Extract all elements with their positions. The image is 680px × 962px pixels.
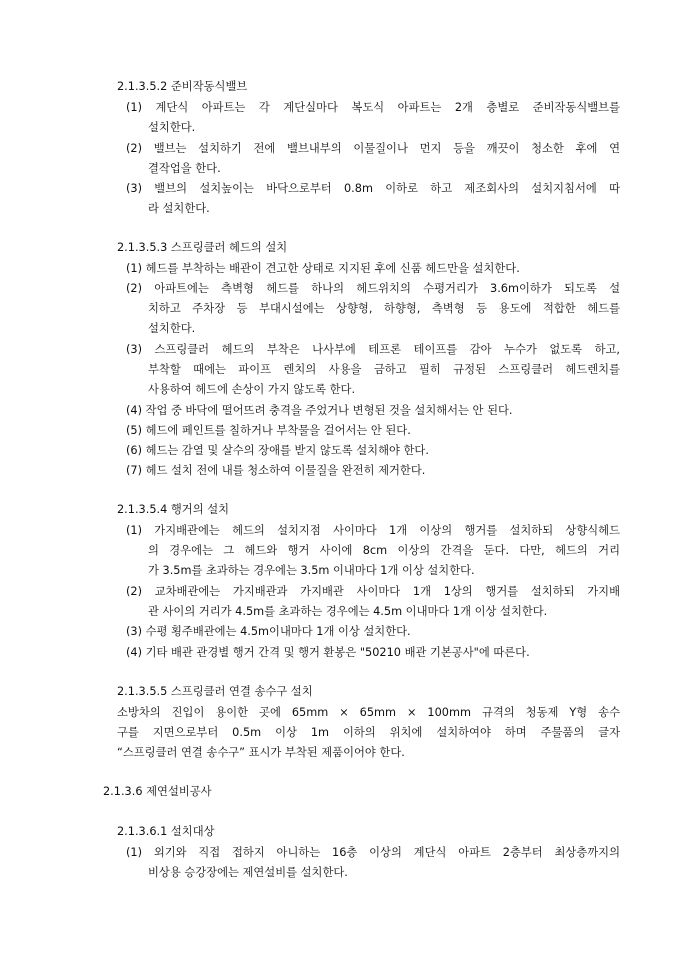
list-item: (6) 헤드는 감열 및 살수의 장애를 받지 않도록 설치해야 한다. bbox=[126, 444, 429, 457]
paragraph-line: 소방차의 진입이 용이한 곳에 65mm × 65mm × 100mm 규격의 청동제 Y형 송수 bbox=[117, 706, 620, 719]
list-item-continuation: 사용하여 헤드에 손상이 가지 않도록 한다. bbox=[148, 383, 356, 396]
list-item: (7) 헤드 설치 전에 내를 청소하여 이물질을 완전히 제거한다. bbox=[126, 464, 426, 477]
list-item-continuation: 설치한다. bbox=[148, 121, 196, 134]
list-item: (1) 계단식 아파트는 각 계단실마다 복도식 아파트는 2개 층별로 준비작동식밸브를 bbox=[126, 101, 620, 114]
list-item: (2) 교차배관에는 가지배관과 가지배관 사이마다 1개 1상의 행거를 설치하되 가지배 bbox=[126, 585, 620, 598]
section-heading: 2.1.3.5.2 준비작동식밸브 bbox=[117, 80, 248, 93]
list-item-continuation: 의 경우에는 그 헤드와 행거 사이에 8cm 이상의 간격을 둔다. 다만, 헤드의 거리 bbox=[148, 544, 620, 557]
list-item-continuation: 치하고 주차장 등 부대시설에는 상향형, 하향형, 측벽형 등 용도에 적합한 헤드를 bbox=[148, 302, 620, 315]
list-item-continuation: 부착할 때에는 파이프 렌치의 사용을 금하고 필히 규정된 스프링클러 헤드렌치를 bbox=[148, 363, 620, 376]
section-heading: 2.1.3.5.3 스프링클러 헤드의 설치 bbox=[117, 241, 288, 254]
list-item: (2) 아파트에는 측벽형 헤드를 하나의 헤드위치의 수평거리가 3.6m이하가 되도록 설 bbox=[126, 282, 620, 295]
list-item-continuation: 설치한다. bbox=[148, 322, 196, 335]
list-item: (4) 기타 배관 관경별 행거 간격 및 행거 환봉은 "50210 배관 기본공사"에 따른다. bbox=[126, 646, 530, 659]
list-item: (1) 헤드를 부착하는 배관이 견고한 상태로 지지된 후에 신품 헤드만을 설치한다. bbox=[126, 262, 520, 275]
list-item-continuation: 가 3.5m를 초과하는 경우에는 3.5m 이내마다 1개 이상 설치한다. bbox=[148, 564, 475, 577]
section-heading: 2.1.3.6.1 설치대상 bbox=[117, 825, 215, 838]
list-item: (5) 헤드에 페인트를 칠하거나 부착물을 걸어서는 안 된다. bbox=[126, 424, 411, 437]
list-item: (1) 가지배관에는 헤드의 설치지점 사이마다 1개 이상의 행거를 설치하되 상향식헤드 bbox=[126, 524, 620, 537]
section-heading: 2.1.3.5.4 행거의 설치 bbox=[117, 503, 230, 516]
list-item-continuation: 결작업을 한다. bbox=[148, 162, 221, 175]
list-item: (1) 외기와 직접 접하지 아니하는 16층 이상의 계단식 아파트 2층부터 최상층까지의 bbox=[126, 846, 620, 859]
section-heading: 2.1.3.5.5 스프링클러 연결 송수구 설치 bbox=[117, 685, 313, 698]
paragraph-line: “스프링클러 연결 송수구” 표시가 부착된 제품이어야 한다. bbox=[117, 746, 405, 759]
paragraph-line: 구를 지면으로부터 0.5m 이상 1m 이하의 위치에 설치하여야 하며 주물품의 글자 bbox=[117, 726, 620, 739]
list-item-continuation: 라 설치한다. bbox=[148, 202, 210, 215]
list-item: (3) 밸브의 설치높이는 바닥으로부터 0.8m 이하로 하고 제조회사의 설치지침서에 따 bbox=[126, 182, 620, 195]
list-item: (2) 밸브는 설치하기 전에 밸브내부의 이물질이나 먼지 등을 깨끗이 청소한 후에 연 bbox=[126, 142, 620, 155]
list-item: (3) 스프링클러 헤드의 부착은 나사부에 테프론 테이프를 감아 누수가 없도록 하고, bbox=[126, 343, 620, 356]
list-item: (4) 작업 중 바닥에 떨어뜨려 충격을 주었거나 변형된 것을 설치해서는 안 된다. bbox=[126, 404, 513, 417]
list-item-continuation: 관 사이의 거리가 4.5m를 초과하는 경우에는 4.5m 이내마다 1개 이상 설치한다. bbox=[148, 605, 548, 618]
list-item-continuation: 비상용 승강장에는 제연설비를 설치한다. bbox=[148, 866, 348, 879]
section-heading: 2.1.3.6 제연설비공사 bbox=[103, 785, 212, 798]
list-item: (3) 수평 횡주배관에는 4.5m이내마다 1개 이상 설치한다. bbox=[126, 625, 411, 638]
